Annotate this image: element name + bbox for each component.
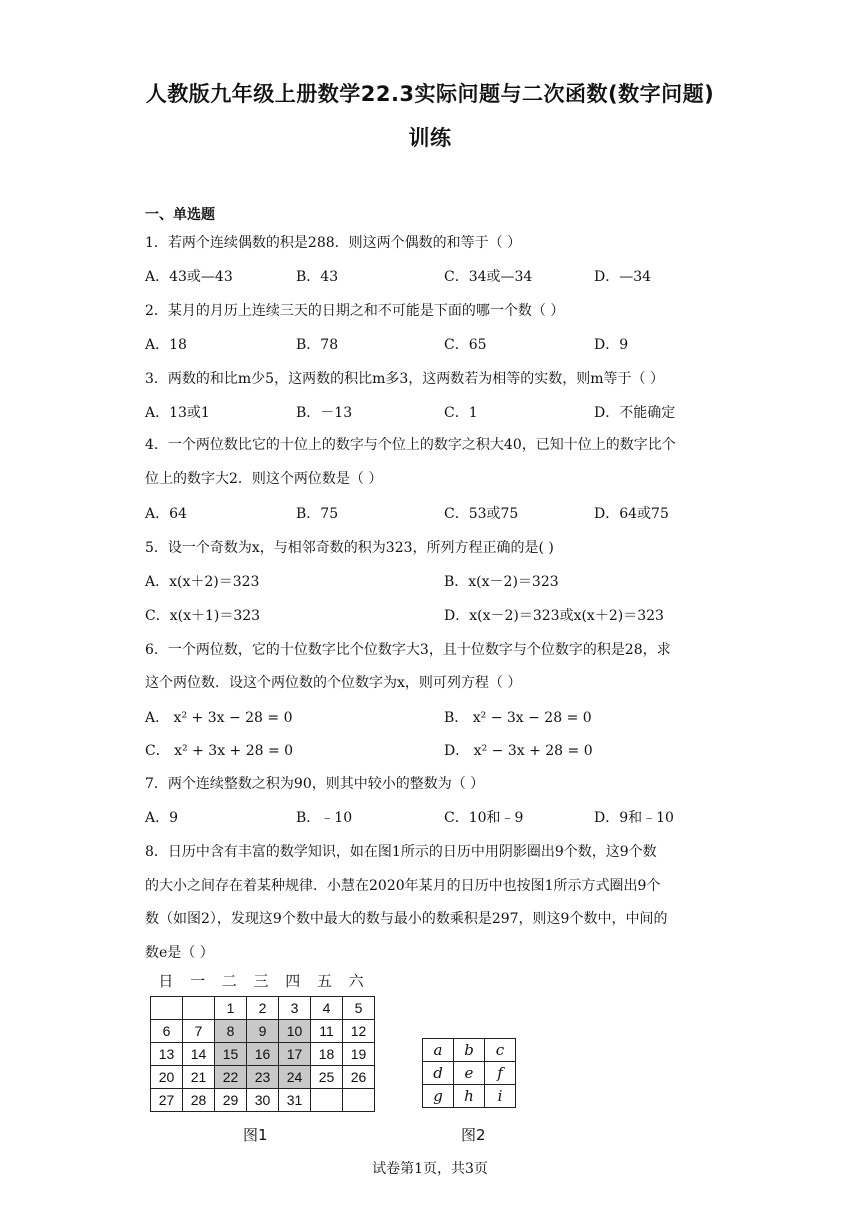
- question-5: 5．设一个奇数为x，与相邻奇数的积为323，所列方程正确的是( ): [145, 540, 554, 556]
- q3-option-a: A．13或1: [145, 405, 210, 421]
- weekday-label: 三: [253, 972, 269, 990]
- q1-option-c: C．34或—34: [444, 269, 533, 285]
- q7-option-a: A．9: [145, 810, 179, 826]
- question-8-line2: 的大小之间存在着某种规律．小慧在2020年某月的日历中也按图1所示方式圈出9个: [145, 878, 661, 894]
- weekday-label: 六: [348, 972, 364, 990]
- question-3: 3．两数的和比m少5，这两数的积比m多3，这两数若为相等的实数，则m等于（ ）: [145, 371, 664, 387]
- calendar-cell: 25: [311, 1066, 343, 1089]
- figure-1-label: 图1: [243, 1126, 268, 1144]
- question-8-line3: 数（如图2），发现这9个数中最大的数与最小的数乘积是297，则这9个数中，中间的: [145, 911, 668, 927]
- calendar-cell: 11: [311, 1020, 343, 1043]
- calendar-cell: 4: [311, 997, 343, 1020]
- calendar-cell: 1: [215, 997, 247, 1020]
- calendar-cell: 7: [183, 1020, 215, 1043]
- grid-cell: f: [485, 1062, 516, 1085]
- weekday-label: 四: [285, 972, 301, 990]
- calendar-cell-shaded: 17: [279, 1043, 311, 1066]
- grid-cell: h: [454, 1085, 485, 1108]
- calendar-cell: 30: [247, 1089, 279, 1112]
- calendar-figure-1: [150, 996, 375, 1112]
- calendar-cell: [311, 1089, 343, 1112]
- calendar-cell: 14: [183, 1043, 215, 1066]
- calendar-cell: 27: [151, 1089, 183, 1112]
- calendar-cell: 21: [183, 1066, 215, 1089]
- calendar-weekday-header: [150, 970, 372, 991]
- q6-option-c: C． x² + 3x + 28 = 0: [145, 743, 294, 759]
- q5-option-a: A．x(x＋2)＝323: [145, 574, 260, 590]
- calendar-cell-shaded: 22: [215, 1066, 247, 1089]
- q4-option-d: D．64或75: [594, 506, 669, 522]
- question-6-line2: 这个两位数．设这个两位数的个位数字为x，则可列方程（ ）: [145, 675, 522, 691]
- question-8-line4: 数e是（ ）: [145, 945, 214, 961]
- section-heading: 一、单选题: [145, 207, 215, 223]
- question-6-line1: 6．一个两位数，它的十位数字比个位数字大3，且十位数字与个位数字的积是28，求: [145, 642, 671, 658]
- question-1: 1．若两个连续偶数的积是288．则这两个偶数的和等于（ ）: [145, 235, 522, 251]
- q4-option-a: A．64: [145, 506, 187, 522]
- q1-option-a: A．43或—43: [145, 269, 233, 285]
- grid-cell: a: [423, 1039, 454, 1062]
- q2-option-d: D．9: [594, 337, 629, 353]
- question-8-line1: 8．日历中含有丰富的数学知识，如在图1所示的日历中用阴影圈出9个数，这9个数: [145, 844, 657, 860]
- calendar-cell-shaded: 24: [279, 1066, 311, 1089]
- calendar-cell: 6: [151, 1020, 183, 1043]
- calendar-cell: 2: [247, 997, 279, 1020]
- q5-option-d: D．x(x－2)＝323或x(x＋2)＝323: [444, 608, 664, 624]
- q6-option-a: A． x² + 3x − 28 = 0: [145, 710, 293, 726]
- question-2: 2．某月的月历上连续三天的日期之和不可能是下面的哪一个数（ ）: [145, 303, 565, 319]
- weekday-label: 五: [316, 972, 332, 990]
- calendar-cell: [343, 1089, 375, 1112]
- q2-option-c: C．65: [444, 337, 487, 353]
- q2-option-a: A．18: [145, 337, 187, 353]
- grid-cell: i: [485, 1085, 516, 1108]
- q1-option-d: D．—34: [594, 269, 652, 285]
- calendar-cell: 28: [183, 1089, 215, 1112]
- grid-figure-2: [422, 1038, 516, 1108]
- grid-cell: g: [423, 1085, 454, 1108]
- q5-option-c: C．x(x＋1)＝323: [145, 608, 261, 624]
- q5-option-b: B．x(x－2)＝323: [444, 574, 559, 590]
- weekday-label: 一: [190, 972, 206, 990]
- calendar-cell: 5: [343, 997, 375, 1020]
- calendar-cell: 31: [279, 1089, 311, 1112]
- calendar-cell-shaded: 23: [247, 1066, 279, 1089]
- grid-cell: e: [454, 1062, 485, 1085]
- q3-option-b: B．－13: [296, 405, 353, 421]
- figure-2-label: 图2: [461, 1126, 486, 1144]
- weekday-label: 日: [158, 972, 174, 990]
- calendar-cell: 13: [151, 1043, 183, 1066]
- calendar-cell-shaded: 15: [215, 1043, 247, 1066]
- calendar-cell: 12: [343, 1020, 375, 1043]
- calendar-cell-shaded: 10: [279, 1020, 311, 1043]
- calendar-cell-shaded: 9: [247, 1020, 279, 1043]
- q4-option-b: B．75: [296, 506, 339, 522]
- grid-cell: b: [454, 1039, 485, 1062]
- q3-option-d: D．不能确定: [594, 405, 676, 421]
- q6-option-d: D． x² − 3x + 28 = 0: [444, 743, 593, 759]
- q6-option-b: B． x² − 3x − 28 = 0: [444, 710, 592, 726]
- page-title: 人教版九年级上册数学22.3实际问题与二次函数(数字问题): [145, 82, 715, 106]
- q7-option-c: C．10和﹣9: [444, 810, 524, 826]
- calendar-cell: 18: [311, 1043, 343, 1066]
- calendar-cell: [151, 997, 183, 1020]
- q7-option-b: B．﹣10: [296, 810, 353, 826]
- question-7: 7．两个连续整数之积为90，则其中较小的整数为（ ）: [145, 776, 485, 792]
- q2-option-b: B．78: [296, 337, 339, 353]
- grid-cell: c: [485, 1039, 516, 1062]
- calendar-cell: 20: [151, 1066, 183, 1089]
- calendar-cell-shaded: 16: [247, 1043, 279, 1066]
- q3-option-c: C．1: [444, 405, 478, 421]
- calendar-cell: 3: [279, 997, 311, 1020]
- weekday-label: 二: [221, 972, 237, 990]
- page-title-line2: 训练: [408, 126, 452, 150]
- grid-cell: d: [423, 1062, 454, 1085]
- calendar-cell-shaded: 8: [215, 1020, 247, 1043]
- q4-option-c: C．53或75: [444, 506, 519, 522]
- calendar-cell: [183, 997, 215, 1020]
- question-4-line2: 位上的数字大2．则这个两位数是（ ）: [145, 471, 383, 487]
- calendar-cell: 29: [215, 1089, 247, 1112]
- calendar-cell: 26: [343, 1066, 375, 1089]
- question-4-line1: 4．一个两位数比它的十位上的数字与个位上的数字之积大40，已知十位上的数字比个: [145, 437, 676, 453]
- page-footer: 试卷第1页，共3页: [372, 1161, 488, 1177]
- calendar-cell: 19: [343, 1043, 375, 1066]
- q7-option-d: D．9和﹣10: [594, 810, 674, 826]
- q1-option-b: B．43: [296, 269, 339, 285]
